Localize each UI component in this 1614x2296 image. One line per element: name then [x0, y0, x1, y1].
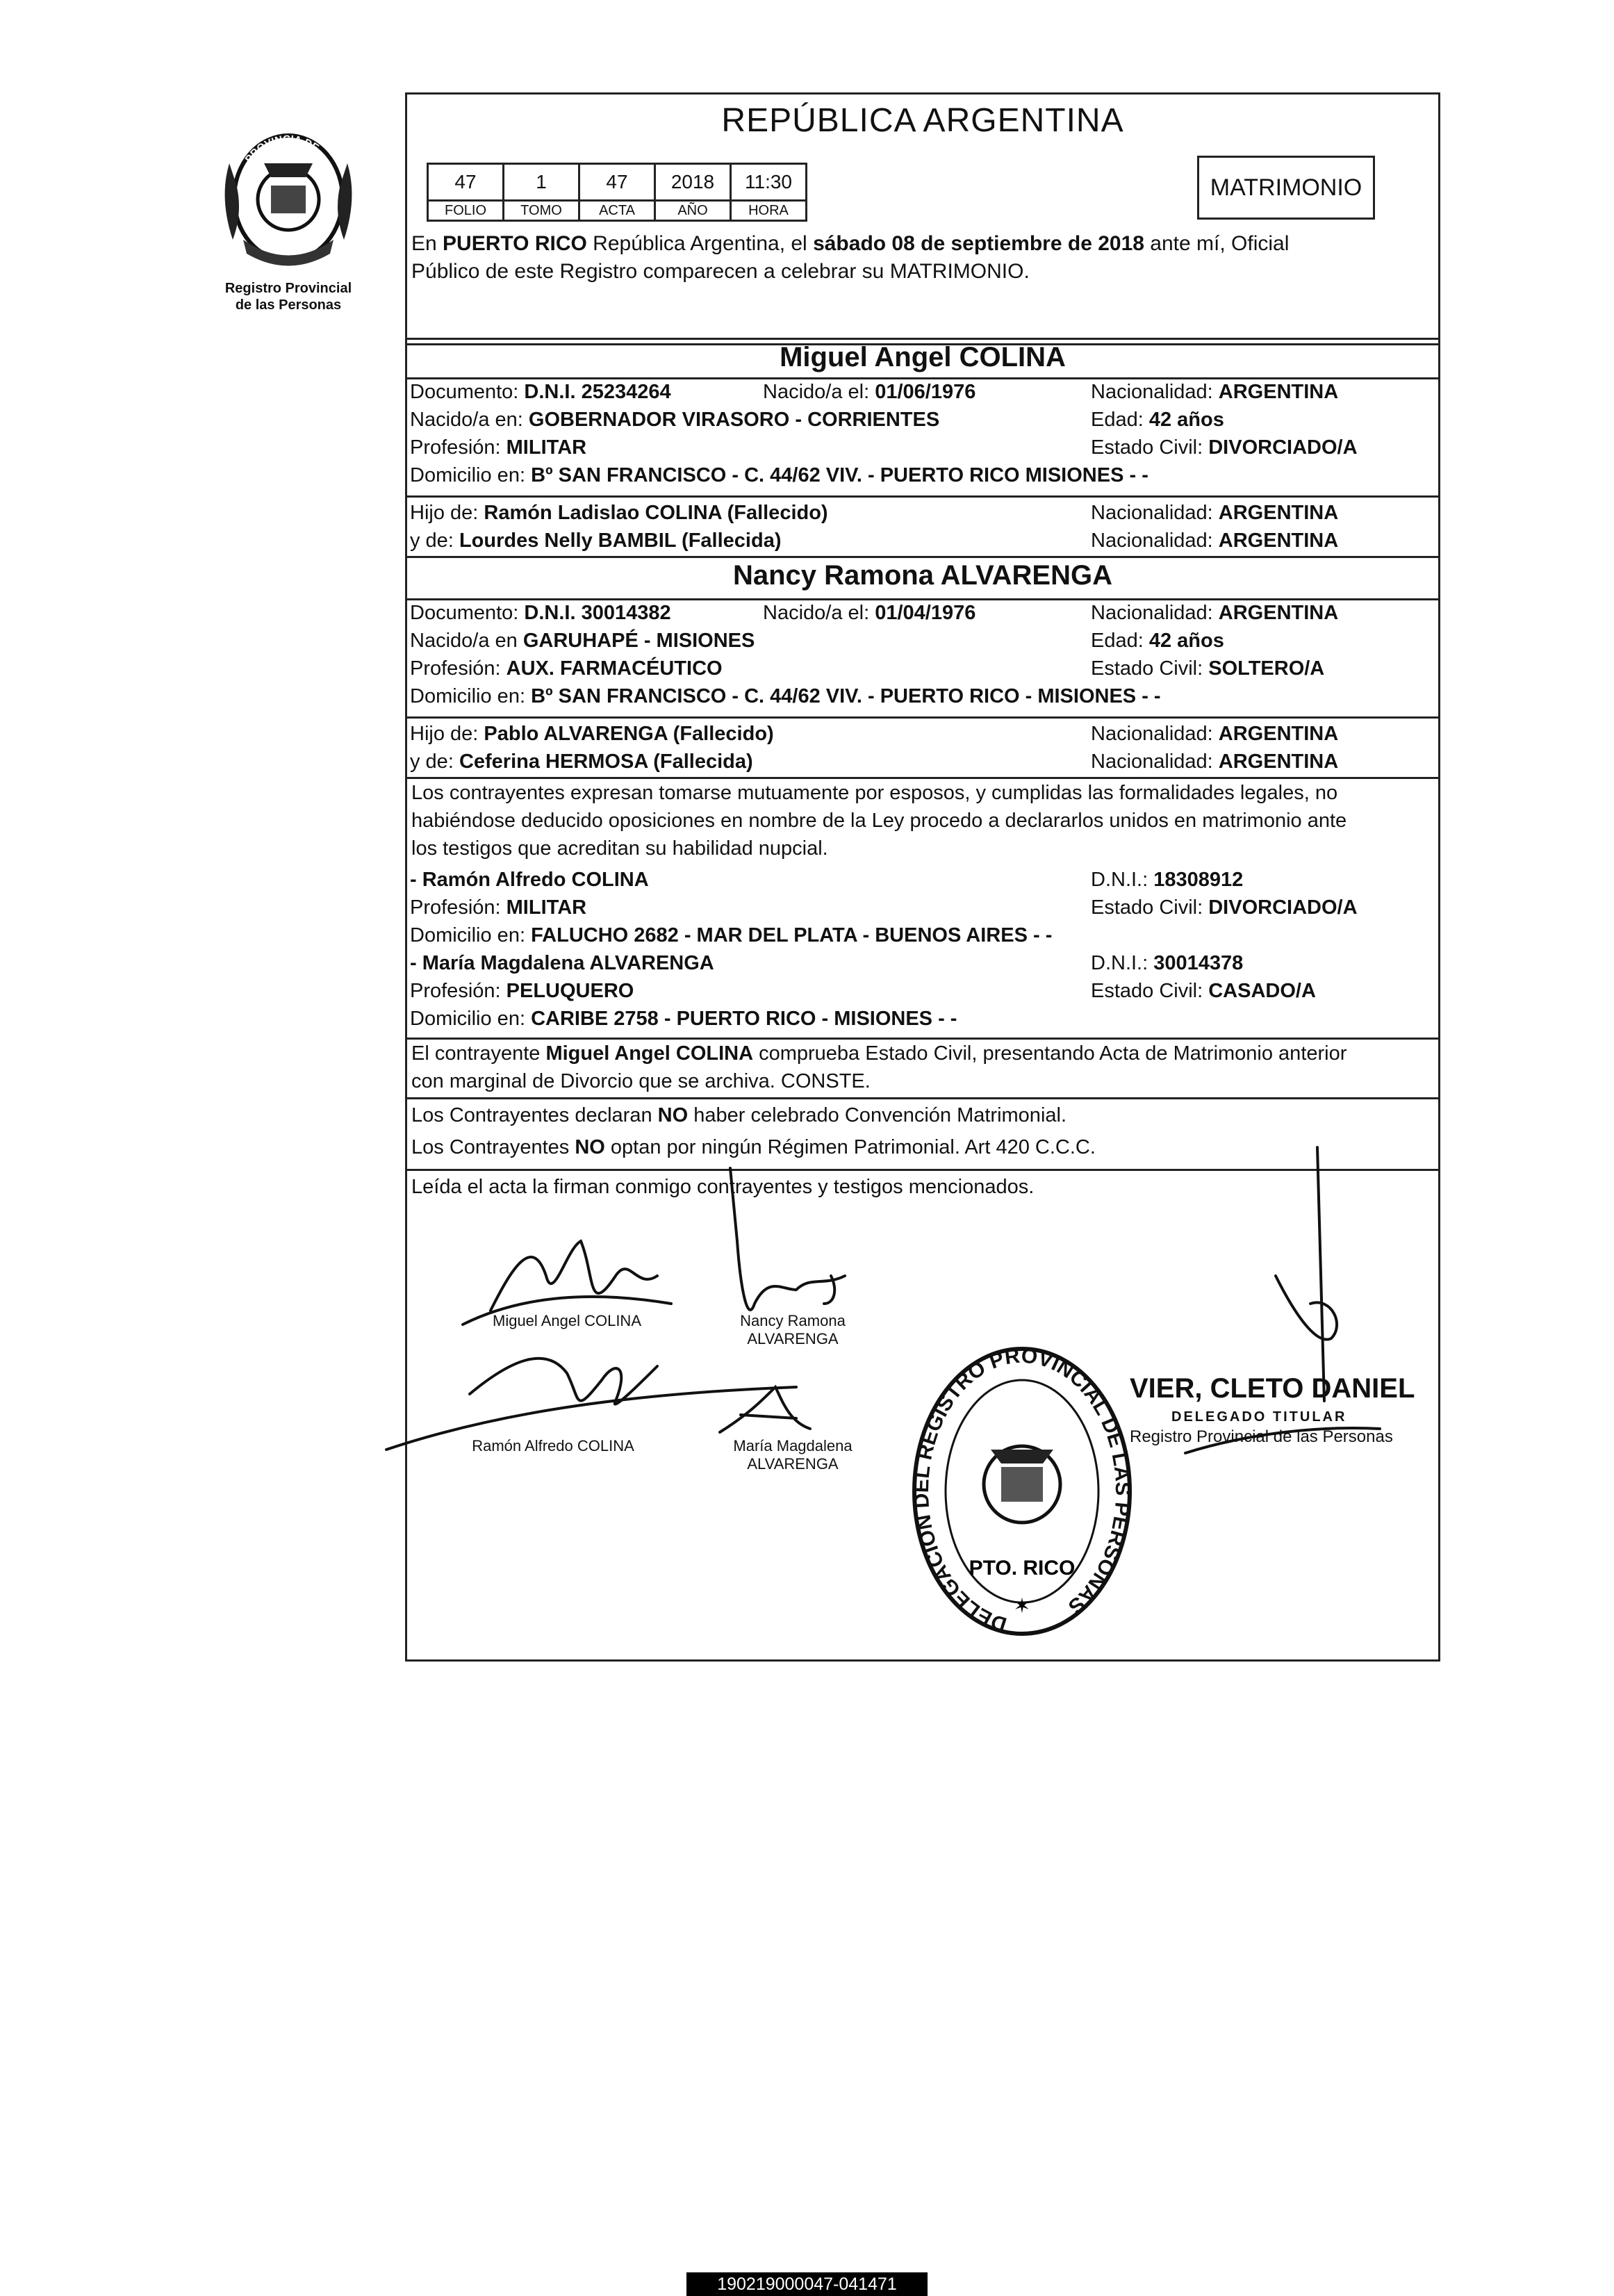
bride-birthplace: Nacido/a en GARUHAPÉ - MISIONES [410, 630, 755, 652]
signature-witness-1 [470, 1359, 657, 1404]
bride-address: Domicilio en: Bº SAN FRANCISCO - C. 44/62 VIV. - PUERTO RICO - MISIONES - - [410, 685, 1161, 707]
witness-2-civil-status: Estado Civil: CASADO/A [1091, 980, 1316, 1002]
year-label: AÑO [655, 201, 731, 221]
logo-caption: Registro Provincial de las Personas [224, 281, 352, 313]
groom-document: Documento: D.N.I. 25234264 [410, 381, 671, 403]
groom-birthdate: Nacido/a el: 01/06/1976 [763, 381, 976, 403]
tomo-value: 1 [504, 164, 579, 201]
acta-label: ACTA [579, 201, 655, 221]
witness-1-profession: Profesión: MILITAR [410, 896, 587, 919]
bride-civil-status: Estado Civil: SOLTERO/A [1091, 657, 1325, 680]
groom-name: Miguel Angel COLINA [780, 342, 1066, 372]
act-type-box: MATRIMONIO [1197, 156, 1375, 220]
groom-father: Hijo de: Ramón Ladislao COLINA (Fallecido) [410, 502, 828, 524]
stamp-star-icon: ✶ [1013, 1594, 1031, 1618]
stamp-ring-text: DELEGACION DEL REGISTRO PROVINCIAL DE LAS PERSONAS [909, 1344, 1135, 1637]
year-value: 2018 [655, 164, 731, 201]
signature-witness-2 [720, 1387, 810, 1432]
bride-mother-nationality: Nacionalidad: ARGENTINA [1091, 751, 1339, 773]
groom-civil-status: Estado Civil: DIVORCIADO/A [1091, 436, 1358, 459]
groom-age: Edad: 42 años [1091, 409, 1224, 431]
bride-mother: y de: Ceferina HERMOSA (Fallecida) [410, 751, 753, 773]
official-name: VIER, CLETO DANIEL [1130, 1373, 1415, 1404]
groom-mother-nationality: Nacionalidad: ARGENTINA [1091, 530, 1339, 552]
bride-profession: Profesión: AUX. FARMACÉUTICO [410, 657, 723, 680]
registry-logo [208, 122, 368, 313]
bride-birthdate: Nacido/a el: 01/04/1976 [763, 602, 976, 624]
page-title: REPÚBLICA ARGENTINA [721, 102, 1124, 139]
civil-status-note: El contrayente Miguel Angel COLINA comprueba Estado Civil, presentando Acta de Matrimonio anterior con marginal de Divorcio que se archiva. CONSTE. [411, 1042, 1347, 1092]
groom-birthplace: Nacido/a en: GOBERNADOR VIRASORO - CORRIENTES [410, 409, 940, 431]
document-barcode: 190219000047-041471 [686, 2272, 928, 2296]
logo-ring-bottom: MISIONES [263, 235, 318, 254]
declaration-paragraph: Los contrayentes expresan tomarse mutuamente por esposos, y cumplidas las formalidades legales, no habiéndose deducido oposiciones en nombre de la Ley procedo a declararlos unidos en matrimonio ante los testigos que acreditan su habilidad nupcial. [411, 782, 1347, 860]
bride-age: Edad: 42 años [1091, 630, 1224, 652]
groom-father-nationality: Nacionalidad: ARGENTINA [1091, 502, 1339, 524]
svg-text:PROVINCIA DE [243, 133, 321, 165]
witness-1-address: Domicilio en: FALUCHO 2682 - MAR DEL PLATA - BUENOS AIRES - - [410, 924, 1053, 946]
witness-1-name: - Ramón Alfredo COLINA [410, 869, 649, 891]
official-signature [1185, 1147, 1380, 1453]
groom-nationality: Nacionalidad: ARGENTINA [1091, 381, 1339, 403]
patrimonial-regime: Los Contrayentes declaran NO haber celebrado Convención Matrimonial. Los Contrayentes NO optan por ningún Régimen Patrimonial. Art 420 C.C.C. [411, 1104, 1096, 1158]
signature-label-bride: Nancy Ramona ALVARENGA [740, 1312, 846, 1347]
tomo-label: TOMO [504, 201, 579, 221]
groom-profession: Profesión: MILITAR [410, 436, 587, 459]
acta-value: 47 [579, 164, 655, 201]
official-stamp-icon [907, 1345, 1137, 1651]
bride-nationality: Nacionalidad: ARGENTINA [1091, 602, 1339, 624]
time-label: HORA [731, 201, 807, 221]
bride-document: Documento: D.N.I. 30014382 [410, 602, 671, 624]
logo-ring-top: PROVINCIA DE [242, 133, 321, 165]
witness-2-address: Domicilio en: CARIBE 2758 - PUERTO RICO - MISIONES - - [410, 1008, 957, 1030]
marriage-certificate [405, 92, 1440, 1662]
signature-groom [491, 1241, 657, 1311]
intro-paragraph: En PUERTO RICO República Argentina, el sábado 08 de septiembre de 2018 ante mí, Oficial Público de este Registro comparecen a celebrar su MATRIMONIO. [411, 232, 1290, 283]
signature-bride [730, 1168, 845, 1310]
witness-2-name: - María Magdalena ALVARENGA [410, 952, 714, 974]
witness-1-dni: D.N.I.: 18308912 [1091, 869, 1244, 891]
stamp-center-text: PTO. RICO [969, 1557, 1076, 1580]
groom-address: Domicilio en: Bº SAN FRANCISCO - C. 44/62 VIV. - PUERTO RICO MISIONES - - [410, 464, 1148, 486]
official-role: DELEGADO TITULAR [1171, 1409, 1347, 1425]
bride-name: Nancy Ramona ALVARENGA [732, 560, 1112, 591]
witness-2-profession: Profesión: PELUQUERO [410, 980, 634, 1002]
groom-mother: y de: Lourdes Nelly BAMBIL (Fallecida) [410, 530, 782, 552]
signature-label-groom: Miguel Angel COLINA [493, 1312, 641, 1329]
signature-label-witness-2: María Magdalena ALVARENGA [733, 1437, 853, 1473]
official-office: Registro Provincial de las Personas [1130, 1427, 1393, 1446]
svg-text:MISIONES [263, 236, 318, 254]
signature-label-witness-1: Ramón Alfredo COLINA [472, 1437, 634, 1454]
bride-father-nationality: Nacionalidad: ARGENTINA [1091, 723, 1339, 745]
signature-witness-1-underline [386, 1387, 796, 1450]
folio-label: FOLIO [428, 201, 504, 221]
closing-statement: Leída el acta la firman conmigo contrayentes y testigos mencionados. [411, 1176, 1035, 1198]
time-value: 11:30 [731, 164, 807, 201]
bride-father: Hijo de: Pablo ALVARENGA (Fallecido) [410, 723, 774, 745]
province-seal-icon [215, 122, 361, 274]
witness-1-civil-status: Estado Civil: DIVORCIADO/A [1091, 896, 1358, 919]
witness-2-dni: D.N.I.: 30014378 [1091, 952, 1244, 974]
folio-value: 47 [428, 164, 504, 201]
